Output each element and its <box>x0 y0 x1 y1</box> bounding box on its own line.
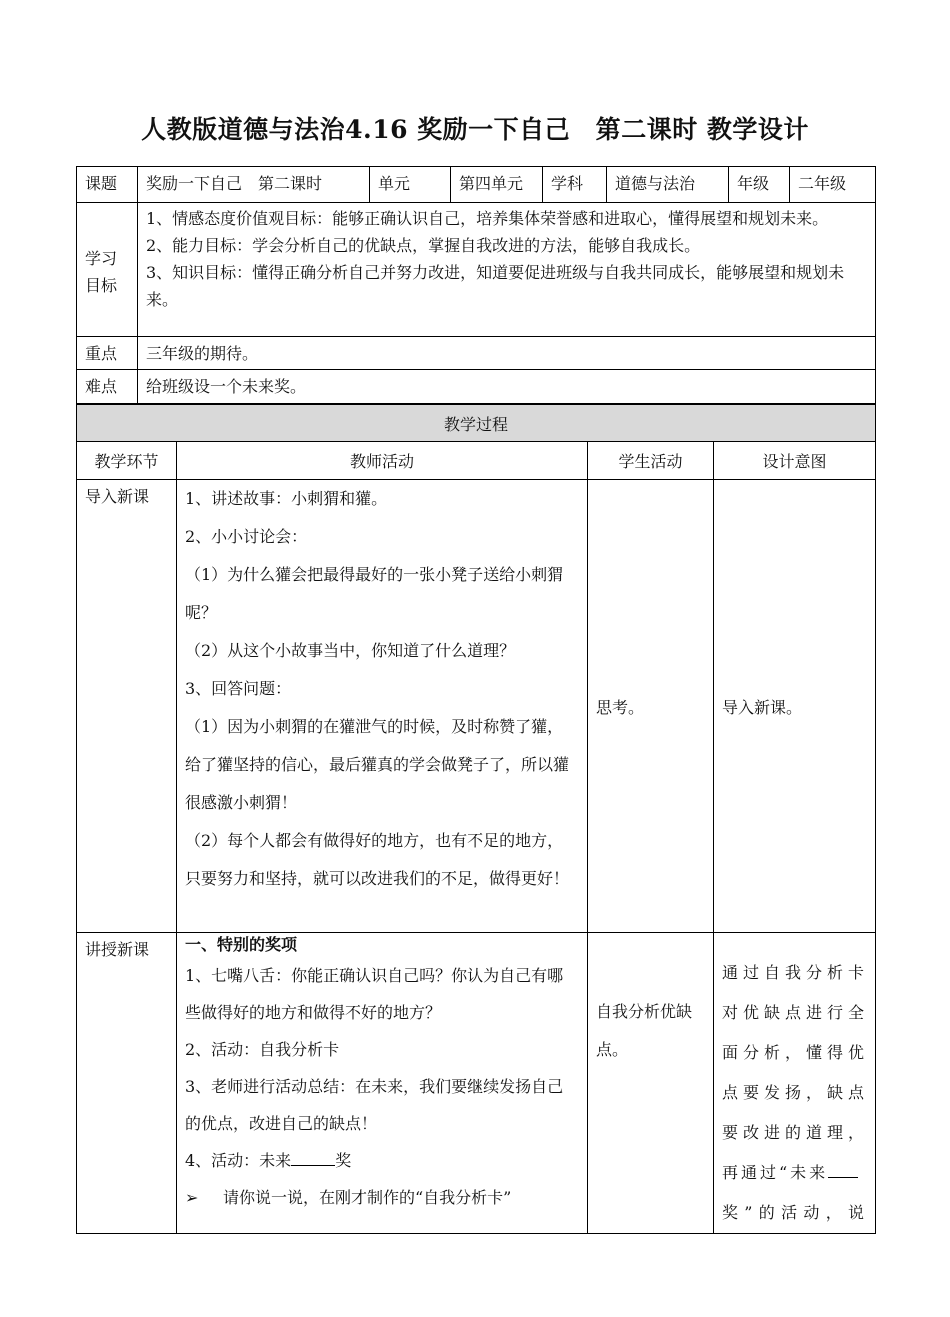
arrow-bullet-icon: ➢ <box>185 1188 199 1207</box>
teacher-line: 3、回答问题： <box>185 679 292 698</box>
subject-value: 道德与法治 <box>607 167 729 203</box>
goals-label: 学习目标 <box>77 203 138 337</box>
bullet-line <box>185 1179 579 1216</box>
fill-blank <box>291 1151 335 1166</box>
teacher-line: （2）从这个小故事当中，你知道了什么道理？ <box>185 641 516 660</box>
teacher-line: 1、讲述故事：小刺猬和獾。 <box>185 489 388 508</box>
topic-value: 奖励一下自己 第二课时 <box>138 167 370 203</box>
teaching-process-table <box>76 404 876 1234</box>
page-title: 人教版道德与法治4.16 奖励一下自己 第二课时 教学设计 <box>141 115 809 144</box>
key-label: 重点 <box>77 337 138 370</box>
teacher-line: 3、老师进行活动总结：在未来，我们要继续发扬自己的优点，改进自己的缺点！ <box>185 1077 564 1133</box>
goal-item: 3、知识目标：懂得正确分析自己并努力改进，知道要促进班级与自我共同成长，能够展望和规划未来。 <box>146 263 845 309</box>
teacher-line: （2）每个人都会有做得好的地方，也有不足的地方，只要努力和坚持，就可以改进我们的不足，做得更好！ <box>185 831 570 888</box>
goal-item: 1、情感态度价值观目标：能够正确认识自己，培养集体荣誉感和进取心，懂得展望和规划未来。 <box>146 209 829 228</box>
grade-label: 年级 <box>729 167 790 203</box>
intent-line: 要改进的道理， <box>722 1123 868 1142</box>
intent-line: 点要发扬，缺点 <box>722 1083 868 1102</box>
unit-value: 第四单元 <box>451 167 543 203</box>
key-value: 三年级的期待。 <box>138 337 876 370</box>
lesson-info-table <box>76 166 876 404</box>
intent-prefix: 再通过“未来 <box>722 1163 829 1182</box>
difficulty-label: 难点 <box>77 370 138 404</box>
column-header: 教师活动 <box>177 442 588 480</box>
unit-label: 单元 <box>370 167 451 203</box>
teacher-line: （1）为什么獾会把最得最好的一张小凳子送给小刺猬呢？ <box>185 565 564 622</box>
subject-label: 学科 <box>543 167 607 203</box>
teacher-line: 2、活动：自我分析卡 <box>185 1040 340 1059</box>
teacher-line <box>185 1142 579 1179</box>
student-activity-cell: 思考。 <box>588 480 714 933</box>
stage-cell: 导入新课 <box>77 480 177 933</box>
teacher-activity-cell <box>177 933 588 1234</box>
fill-blank <box>828 1163 858 1178</box>
column-header: 教学环节 <box>77 442 177 480</box>
activity-suffix: 奖 <box>335 1151 352 1170</box>
teacher-line: 1、七嘴八舌：你能正确认识自己吗？你认为自己有哪些做得好的地方和做得不好的地方？ <box>185 966 564 1022</box>
column-header: 设计意图 <box>714 442 876 480</box>
teacher-line: 2、小小讨论会： <box>185 527 308 546</box>
intent-line: 对优缺点进行全 <box>722 1003 868 1022</box>
process-heading: 教学过程 <box>77 405 876 442</box>
column-header: 学生活动 <box>588 442 714 480</box>
table-row <box>77 933 876 1234</box>
teacher-line: （1）因为小刺猬的在獾泄气的时候，及时称赞了獾，给了獾坚持的信心，最后獾真的学会做凳子了，所以獾很感激小刺猬！ <box>185 717 570 812</box>
goals-cell <box>138 203 876 337</box>
stage-cell: 讲授新课 <box>77 933 177 1234</box>
grade-value: 二年级 <box>790 167 876 203</box>
design-intent-cell <box>714 933 876 1234</box>
intent-line: 面分析，懂得优 <box>722 1043 868 1062</box>
student-activity-cell: 自我分析优缺点。 <box>588 933 714 1234</box>
bullet-text: 请你说一说，在刚才制作的“自我分析卡” <box>223 1188 512 1207</box>
teacher-activity-cell <box>177 480 588 933</box>
intent-line: 通过自我分析卡 <box>722 963 868 982</box>
intent-line: 奖”的活动，说 <box>722 1203 868 1222</box>
topic-label: 课题 <box>77 167 138 203</box>
section-heading: 一、特别的奖项 <box>185 935 298 954</box>
intent-line <box>722 1153 867 1193</box>
design-intent-cell: 导入新课。 <box>714 480 876 933</box>
goal-item: 2、能力目标：学会分析自己的优缺点，掌握自我改进的方法，能够自我成长。 <box>146 236 701 255</box>
activity-prefix: 4、活动：未来 <box>185 1151 292 1170</box>
difficulty-value: 给班级设一个未来奖。 <box>138 370 876 404</box>
table-row <box>77 480 876 933</box>
